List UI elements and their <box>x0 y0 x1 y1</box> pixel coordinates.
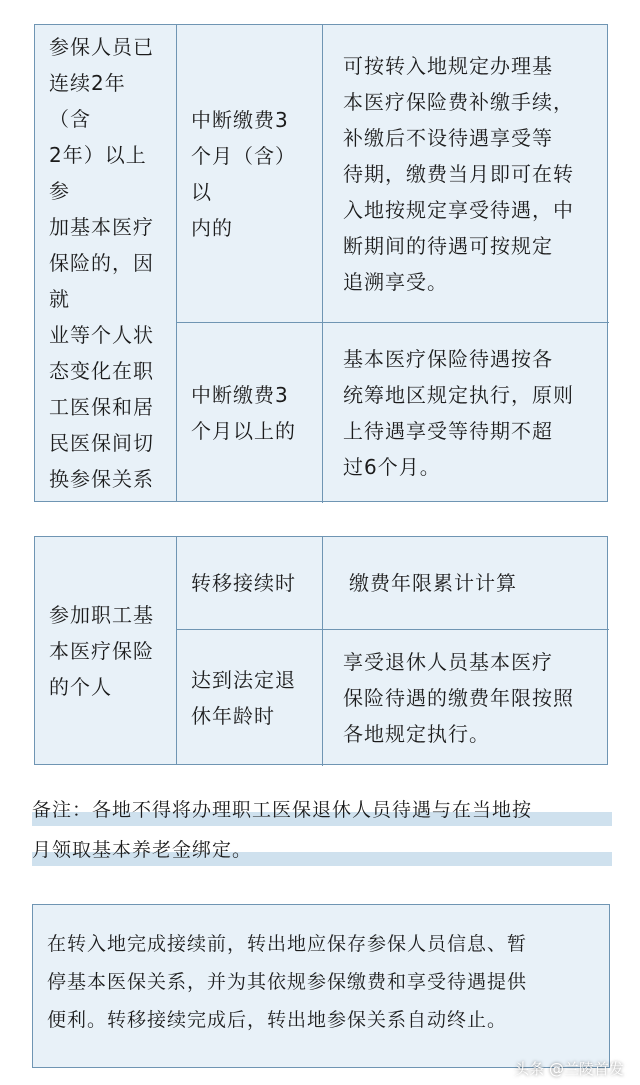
table1-row1-condition-cell <box>177 25 323 323</box>
watermark <box>514 1058 624 1079</box>
table2-row1-rule-cell <box>323 537 609 630</box>
table1-category-text: 参保人员已 连续2年（含 2年）以上参 加基本医疗 保险的，因就 业等个人状 态变化在职 工医保和居 民医保间切 换参保关系 <box>49 35 154 491</box>
watermark-text: 头条 @兰陵首发 <box>514 1060 624 1078</box>
table2-category-text: 参加职工基 本医疗保险 的个人 <box>49 602 154 699</box>
policy-table-2 <box>34 536 608 765</box>
table2-category-cell <box>35 537 177 764</box>
table2-row2-condition: 达到法定退 休年龄时 <box>191 668 296 728</box>
table1-row2-rule: 基本医疗保险待遇按各 统筹地区规定执行，原则 上待遇享受等待期不超 过6个月。 <box>343 347 574 479</box>
table1-category-cell <box>35 25 177 501</box>
table2-row2-rule-cell <box>323 630 609 766</box>
transfer-info-box <box>32 904 610 1068</box>
transfer-info-text: 在转入地完成接续前，转出地应保存参保人员信息、暂 停基本医保关系，并为其依规参保缴费和享受待遇提供 便利。转移接续完成后，转出地参保关系自动终止。 <box>47 933 528 1031</box>
table2-row2-rule: 享受退休人员基本医疗 保险待遇的缴费年限按照 各地规定执行。 <box>343 650 574 746</box>
table2-row1-condition: 转移接续时 <box>191 571 296 595</box>
table1-row1-rule: 可按转入地规定办理基 本医疗保险费补缴手续， 补缴后不设待遇享受等 待期，缴费当月即可在转 入地按规定享受待遇，中 断期间的待遇可按规定 追溯享受。 <box>343 53 574 294</box>
table1-row2-condition-cell <box>177 323 323 503</box>
table1-row2-condition: 中断缴费3 个月以上的 <box>191 383 296 443</box>
table1-row2-rule-cell <box>323 323 609 503</box>
table2-row2-condition-cell <box>177 630 323 766</box>
table1-row1-rule-cell <box>323 25 609 323</box>
table2-row1-condition-cell <box>177 537 323 630</box>
table1-row1-condition: 中断缴费3 个月（含）以 内的 <box>191 107 296 240</box>
policy-table-1 <box>34 24 608 502</box>
note-text: 备注：各地不得将办理职工医保退休人员待遇与在当地按 月领取基本养老金绑定。 <box>32 799 533 861</box>
table2-row1-rule: 缴费年限累计计算 <box>349 571 517 595</box>
